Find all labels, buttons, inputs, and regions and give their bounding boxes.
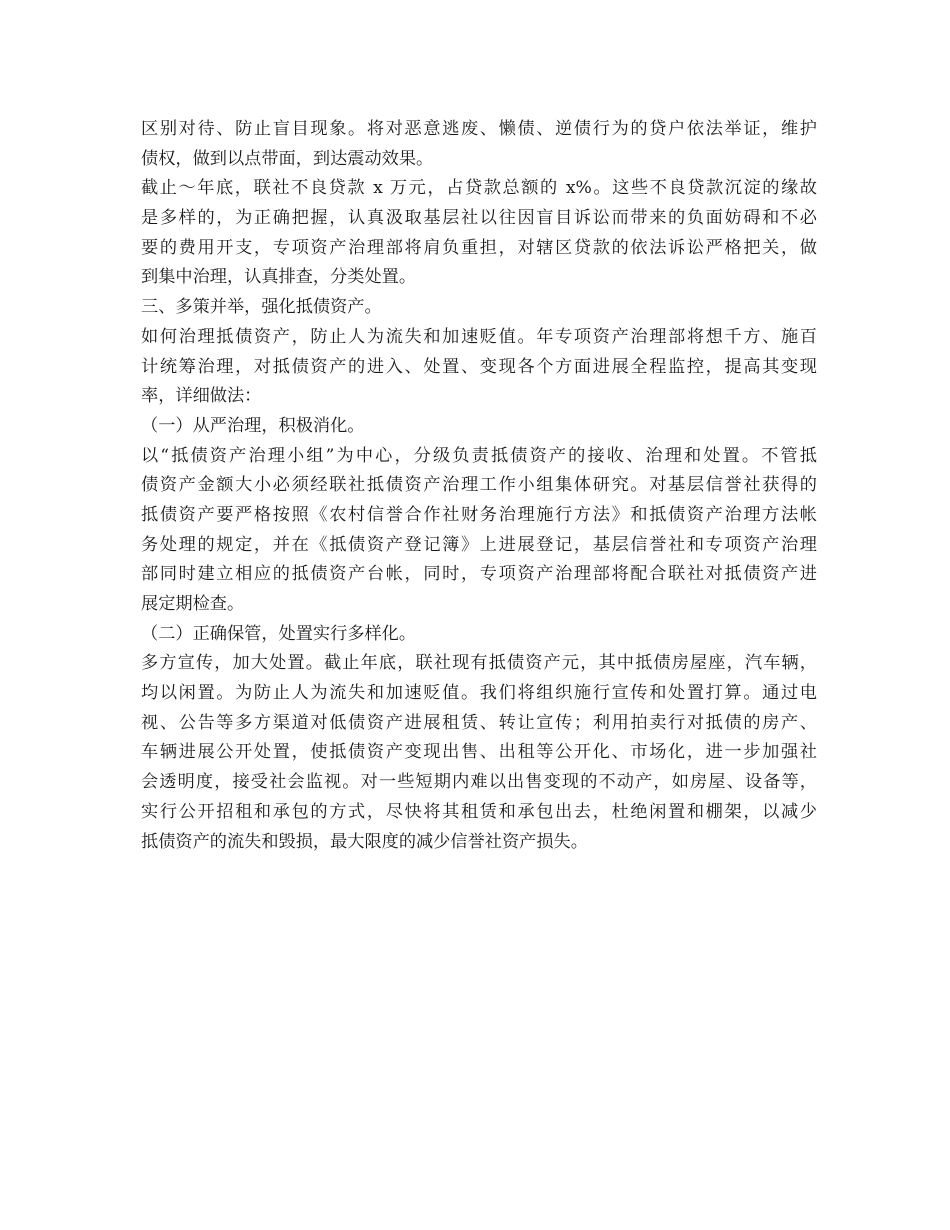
text-line: 以“抵债资产治理小组”为中心，分级负责抵债资产的接收、治理和处置。不管抵: [141, 445, 817, 466]
text-line: 债权，做到以点带面，到达震动效果。: [141, 148, 434, 169]
text-line: 实行公开招租和承包的方式，尽快将其租赁和承包出去，杜绝闲置和棚架，以减少: [141, 801, 817, 822]
text-line: 车辆进展公开处置，使抵债资产变现出售、出租等公开化、市场化，进一步加强社: [141, 742, 817, 763]
text-line: 是多样的，为正确把握，认真汲取基层社以往因盲目诉讼而带来的负面妨碍和不必: [141, 208, 817, 229]
text-line: 如何治理抵债资产，防止人为流失和加速贬值。年专项资产治理部将想千方、施百: [141, 326, 817, 347]
text-line: 到集中治理，认真排查，分类处置。: [141, 267, 417, 288]
text-line: 抵债资产的流失和毁损，最大限度的减少信誉社资产损失。: [141, 831, 588, 852]
text-line: 要的费用开支，专项资产治理部将肩负重担，对辖区贷款的依法诉讼严格把关，做: [141, 237, 817, 258]
text-line: （二）正确保管，处置实行多样化。: [141, 623, 417, 644]
text-line: （一）从严治理，积极消化。: [141, 415, 365, 436]
text-line: 截止～年底，联社不良贷款 x 万元，占贷款总额的 x%。这些不良贷款沉淀的缘故: [141, 178, 817, 199]
text-line: 均以闲置。为防止人为流失和加速贬值。我们将组织施行宣传和处置打算。通过电: [141, 683, 817, 704]
text-line: 三、多策并举，强化抵债资产。: [141, 297, 382, 318]
text-line: 计统筹治理，对抵债资产的进入、处置、变现各个方面进展全程监控，提高其变现: [141, 356, 817, 377]
text-line: 区别对待、防止盲目现象。将对恶意逃废、懒债、逆债行为的贷户依法举证，维护: [141, 119, 817, 139]
text-line: 务处理的规定，并在《抵债资产登记簿》上进展登记，基层信誉社和专项资产治理: [141, 534, 817, 555]
text-line: 展定期检查。: [141, 594, 245, 614]
text-line: 多方宣传，加大处置。截止年底，联社现有抵债资产元，其中抵债房屋座，汽车辆，: [141, 653, 817, 674]
text-line: 抵债资产要严格按照《农村信誉合作社财务治理施行方法》和抵债资产治理方法帐: [141, 504, 817, 525]
text-line: 会透明度，接受社会监视。对一些短期内难以出售变现的不动产，如房屋、设备等，: [141, 772, 817, 793]
text-line: 率，详细做法：: [141, 386, 262, 407]
text-line: 债资产金额大小必须经联社抵债资产治理工作小组集体研究。对基层信誉社获得的: [141, 475, 817, 496]
document-body: [141, 115, 817, 857]
text-line: 部同时建立相应的抵债资产台帐，同时，专项资产治理部将配合联社对抵债资产进: [141, 564, 817, 585]
text-line: 视、公告等多方渠道对低债资产进展租赁、转让宣传；利用拍卖行对抵债的房产、: [141, 712, 817, 733]
